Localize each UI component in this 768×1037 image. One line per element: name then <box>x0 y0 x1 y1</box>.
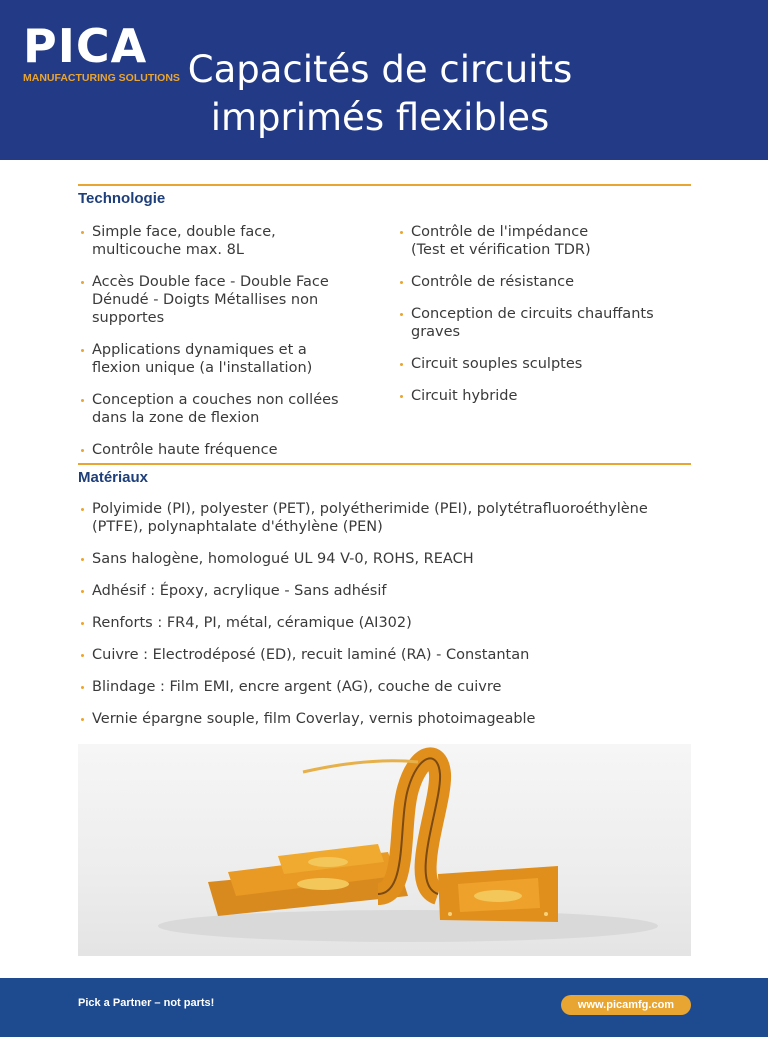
website-link[interactable]: www.picamfg.com <box>561 995 691 1015</box>
pica-logo <box>23 19 180 84</box>
title-line-1: Capacités de circuits <box>187 48 573 91</box>
list-item <box>80 678 700 696</box>
bullet-dot-icon <box>81 281 84 284</box>
item-line: graves <box>411 324 461 340</box>
bullet-dot-icon <box>81 399 84 402</box>
bullet-dot-icon <box>81 590 84 593</box>
copper-pad <box>474 890 522 902</box>
header-banner <box>0 0 768 160</box>
bullet-dot-icon <box>400 395 403 398</box>
via-hole <box>544 912 548 916</box>
item-line: Sans halogène, homologué UL 94 V-0, ROHS, REACH <box>92 551 474 567</box>
technologie-right-list <box>399 223 699 419</box>
bullet-dot-icon <box>400 231 403 234</box>
bullet-dot-icon <box>81 231 84 234</box>
list-item <box>80 391 380 427</box>
title-line-2: imprimés flexibles <box>210 96 550 139</box>
item-line: Polyimide (PI), polyester (PET), polyétherimide (PEI), polytétrafluoroéthylène <box>92 501 648 517</box>
item-line: Contrôle de l'impédance <box>411 224 589 240</box>
list-item <box>80 223 380 259</box>
list-item <box>80 582 700 600</box>
list-item <box>399 355 699 373</box>
technologie-left-list <box>80 223 380 473</box>
item-line: flexion unique (a l'installation) <box>92 360 313 376</box>
flex-lead-wire <box>303 761 418 772</box>
item-line: Vernie épargne souple, film Coverlay, vernis photoimageable <box>92 711 536 727</box>
bullet-dot-icon <box>81 622 84 625</box>
list-item <box>80 614 700 632</box>
list-item <box>80 550 700 568</box>
footer-bar <box>0 978 768 1037</box>
item-line: Adhésif : Époxy, acrylique - Sans adhésif <box>92 583 387 599</box>
materiaux-top-rule <box>78 463 691 465</box>
list-item <box>399 305 699 341</box>
bullet-dot-icon <box>81 508 84 511</box>
item-line: multicouche max. 8L <box>92 242 244 258</box>
logo-wordmark: PICA <box>23 19 148 73</box>
item-line: Blindage : Film EMI, encre argent (AG), couche de cuivre <box>92 679 502 695</box>
bullet-dot-icon <box>81 654 84 657</box>
item-line: Cuivre : Electrodéposé (ED), recuit laminé (RA) - Constantan <box>92 647 530 663</box>
logo-subtitle: MANUFACTURING SOLUTIONS <box>23 72 180 84</box>
item-line: Conception a couches non collées <box>92 392 339 408</box>
list-item <box>80 500 700 536</box>
bullet-dot-icon <box>81 718 84 721</box>
via-hole <box>448 912 452 916</box>
list-item <box>399 273 699 291</box>
bullet-dot-icon <box>81 349 84 352</box>
list-item <box>80 441 380 459</box>
item-line: dans la zone de flexion <box>92 410 260 426</box>
materiaux-list <box>80 500 700 742</box>
item-line: (PTFE), polynaphtalate d'éthylène (PEN) <box>92 519 383 535</box>
copper-pad <box>297 878 349 890</box>
item-line: Contrôle de résistance <box>411 274 575 290</box>
list-item <box>80 341 380 377</box>
technologie-heading: Technologie <box>78 190 166 207</box>
item-line: Simple face, double face, <box>92 224 276 240</box>
list-item <box>80 646 700 664</box>
item-line: Applications dynamiques et a <box>92 342 307 358</box>
item-line: Circuit hybride <box>411 388 518 404</box>
item-line: Accès Double face - Double Face <box>92 274 329 290</box>
item-line: Circuit souples sculptes <box>411 356 583 372</box>
bullet-dot-icon <box>81 449 84 452</box>
list-item <box>80 710 700 728</box>
technologie-top-rule <box>78 184 691 186</box>
bullet-dot-icon <box>81 558 84 561</box>
item-line: Renforts : FR4, PI, métal, céramique (AI302) <box>92 615 412 631</box>
bullet-dot-icon <box>400 313 403 316</box>
bullet-dot-icon <box>400 281 403 284</box>
list-item <box>399 387 699 405</box>
bullet-dot-icon <box>400 363 403 366</box>
bullet-dot-icon <box>81 686 84 689</box>
materiaux-heading: Matériaux <box>78 469 149 486</box>
page-title <box>150 46 610 142</box>
flex-circuit-illustration <box>78 744 691 956</box>
item-line: Conception de circuits chauffants <box>411 306 654 322</box>
footer-tagline: Pick a Partner – not parts! <box>78 997 215 1009</box>
floor-shadow <box>158 910 658 942</box>
item-line: (Test et vérification TDR) <box>411 242 591 258</box>
copper-pad <box>308 857 348 867</box>
list-item <box>80 273 380 327</box>
item-line: Dénudé - Doigts Métallises non <box>92 292 319 308</box>
item-line: Contrôle haute fréquence <box>92 442 278 458</box>
list-item <box>399 223 699 259</box>
item-line: supportes <box>92 310 165 326</box>
flex-circuit-photo <box>78 744 691 956</box>
